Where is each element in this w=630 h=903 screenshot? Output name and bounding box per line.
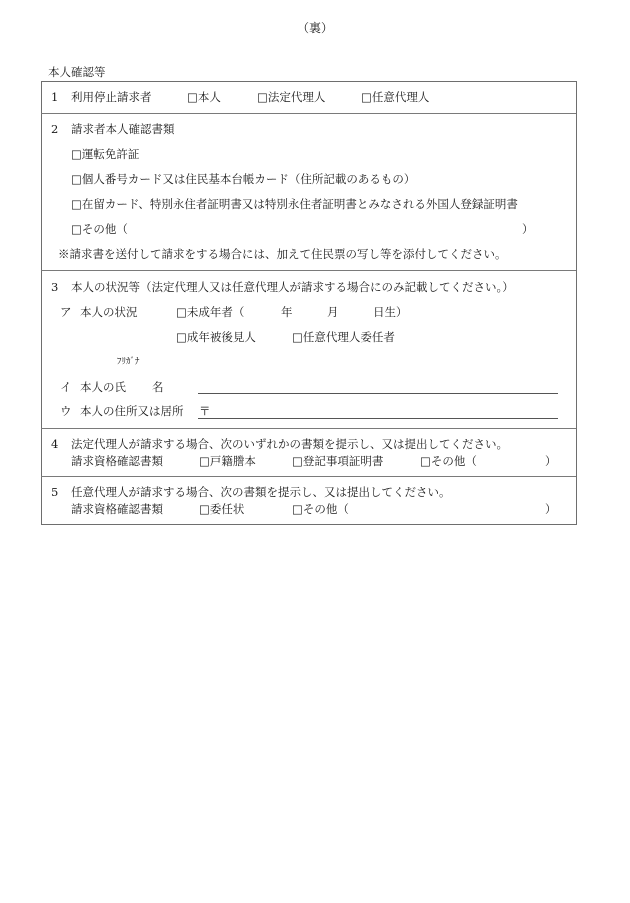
divider-3 <box>41 428 576 429</box>
birth-month-unit: 月 <box>327 305 339 319</box>
checkbox-power-of-attorney[interactable]: □委任状 <box>199 502 245 516</box>
principal-condition-label: 本人の状況 <box>80 305 138 319</box>
section-number: 4 <box>51 437 59 451</box>
section-number: 1 <box>51 90 59 104</box>
principal-status-label: 本人の状況等（法定代理人又は任意代理人が請求する場合にのみ記載してください。） <box>71 280 514 294</box>
mail-note: ※請求書を送付して請求をする場合には、加えて住民票の写し等を添付してください。 <box>58 247 507 261</box>
requester-label: 利用停止請求者 <box>71 90 152 104</box>
checkbox-voluntary-agent[interactable]: □任意代理人 <box>361 90 430 104</box>
legal-rep-instructions: 法定代理人が請求する場合、次のいずれかの書類を提示し、又は提出してください。 <box>71 437 508 451</box>
checkbox-minor[interactable]: □未成年者（ <box>176 305 245 319</box>
checkbox-registry-certificate[interactable]: □登記事項証明書 <box>292 454 384 468</box>
checkbox-legal-representative[interactable]: □法定代理人 <box>257 90 326 104</box>
section-caption: 本人確認等 <box>48 65 106 79</box>
principal-address-label: 本人の住所又は居所 <box>80 404 184 418</box>
section-number: 3 <box>51 280 59 294</box>
checkbox-other-document[interactable]: □その他（ <box>71 222 128 236</box>
checkbox-other-legal-doc[interactable]: □その他（ <box>420 454 477 468</box>
principal-name-label-1: 本人の氏 <box>80 380 126 394</box>
checkbox-voluntary-principal[interactable]: □任意代理人委任者 <box>292 330 395 344</box>
postal-mark: 〒 <box>199 404 211 418</box>
section-number: 5 <box>51 485 59 499</box>
checkbox-adult-ward[interactable]: □成年被後見人 <box>176 330 256 344</box>
page-title: （裏） <box>296 21 333 35</box>
checkbox-family-register[interactable]: □戸籍謄本 <box>199 454 256 468</box>
qualification-docs-label: 請求資格確認書類 <box>71 502 163 516</box>
checkbox-drivers-license[interactable]: □運転免許証 <box>71 147 140 161</box>
section-number: 2 <box>51 122 59 136</box>
checkbox-other-agent-doc[interactable]: □その他（ <box>292 502 349 516</box>
principal-address-field[interactable] <box>198 418 558 419</box>
voluntary-agent-instructions: 任意代理人が請求する場合、次の書類を提示し、又は提出してください。 <box>71 485 451 499</box>
checkbox-my-number-card[interactable]: □個人番号カード又は住民基本台帳カード（住所記載のあるもの） <box>71 172 416 186</box>
checkbox-self[interactable]: □本人 <box>187 90 221 104</box>
item-marker-a: ア <box>60 305 72 319</box>
divider-4 <box>41 476 576 477</box>
birth-year-unit: 年 <box>281 305 293 319</box>
qualification-docs-label: 請求資格確認書類 <box>71 454 163 468</box>
checkbox-residence-card[interactable]: □在留カード、特別永住者証明書又は特別永住者証明書とみなされる外国人登録証明書 <box>71 197 518 211</box>
birth-day-unit: 日生） <box>373 305 408 319</box>
principal-name-field[interactable] <box>198 393 558 394</box>
other-close-paren: ） <box>545 454 557 468</box>
item-marker-u: ウ <box>60 404 72 418</box>
other-close-paren: ） <box>522 222 534 236</box>
divider-2 <box>41 270 576 271</box>
id-documents-label: 請求者本人確認書類 <box>71 122 175 136</box>
furigana-label: ﾌﾘｶﾞﾅ <box>117 357 140 367</box>
divider-1 <box>41 113 576 114</box>
item-marker-i: イ <box>60 380 72 394</box>
other-close-paren: ） <box>545 502 557 516</box>
principal-name-label-2: 名 <box>152 380 164 394</box>
